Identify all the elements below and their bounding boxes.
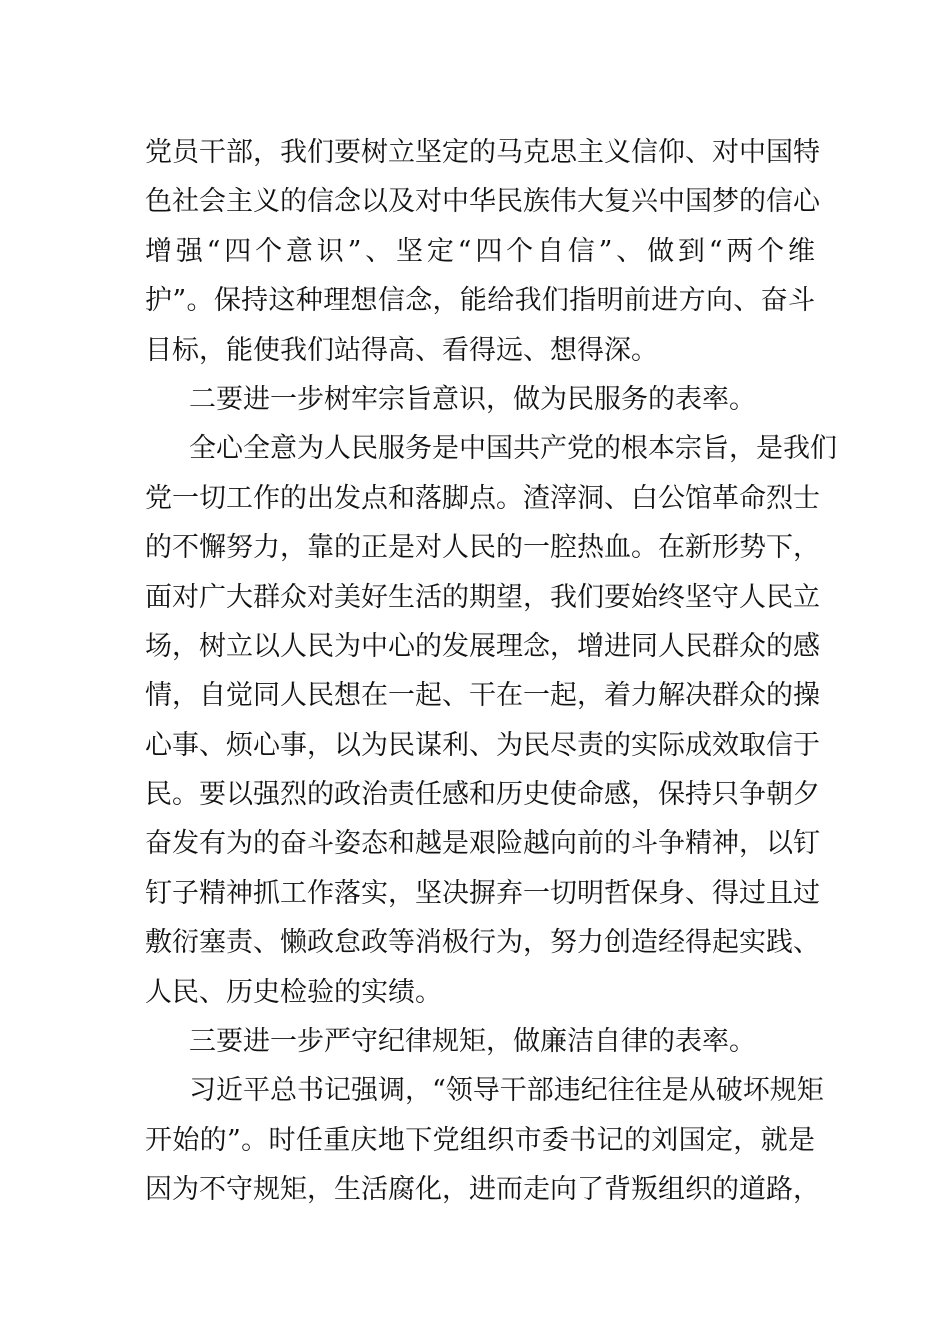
- section-heading: 二要进一步树牢宗旨意识，做为民服务的表率。: [189, 383, 756, 415]
- text-line: 色社会主义的信念以及对中华民族伟大复兴中国梦的信心: [145, 186, 820, 218]
- text-line: 心事、烦心事，以为民谋利、为民尽责的实际成效取信于: [145, 729, 820, 761]
- text-line: 钉子精神抓工作落实，坚决摒弃一切明哲保身、得过且过: [145, 877, 820, 909]
- text-line: 增强“四个意识”、坚定“四个自信”、做到“两个维: [145, 235, 815, 267]
- text-line: 场，树立以人民为中心的发展理念，增进同人民群众的感: [145, 630, 820, 662]
- text-line: 开始的”。时任重庆地下党组织市委书记的刘国定，就是: [145, 1124, 815, 1156]
- section-heading: 三要进一步严守纪律规矩，做廉洁自律的表率。: [189, 1026, 756, 1058]
- text-line: 人民、历史检验的实绩。: [145, 976, 442, 1008]
- text-line: 情，自觉同人民想在一起、干在一起，着力解决群众的操: [145, 680, 820, 712]
- text-line: 党一切工作的出发点和落脚点。渣滓洞、白公馆革命烈士: [145, 482, 820, 514]
- text-line: 护”。保持这种理想信念，能给我们指明前进方向、奋斗: [145, 285, 815, 317]
- document-body: [145, 128, 837, 1215]
- text-line: 习近平总书记强调，“领导干部违纪往往是从破坏规矩: [189, 1075, 824, 1107]
- text-line: 民。要以强烈的政治责任感和历史使命感，保持只争朝夕: [145, 779, 820, 811]
- text-line: 的不懈努力，靠的正是对人民的一腔热血。在新形势下，: [145, 532, 820, 564]
- text-line: 党员干部，我们要树立坚定的马克思主义信仰、对中国特: [145, 137, 820, 168]
- text-line: 面对广大群众对美好生活的期望，我们要始终坚守人民立: [145, 581, 820, 613]
- text-line: 全心全意为人民服务是中国共产党的根本宗旨，是我们: [189, 433, 837, 465]
- text-line: 因为不守规矩，生活腐化，进而走向了背叛组织的道路，: [145, 1174, 820, 1206]
- text-line: 奋发有为的奋斗姿态和越是艰险越向前的斗争精神，以钉: [145, 828, 820, 860]
- text-line: 目标，能使我们站得高、看得远、想得深。: [145, 334, 658, 366]
- text-line: 敷衍塞责、懒政怠政等消极行为，努力创造经得起实践、: [145, 927, 820, 959]
